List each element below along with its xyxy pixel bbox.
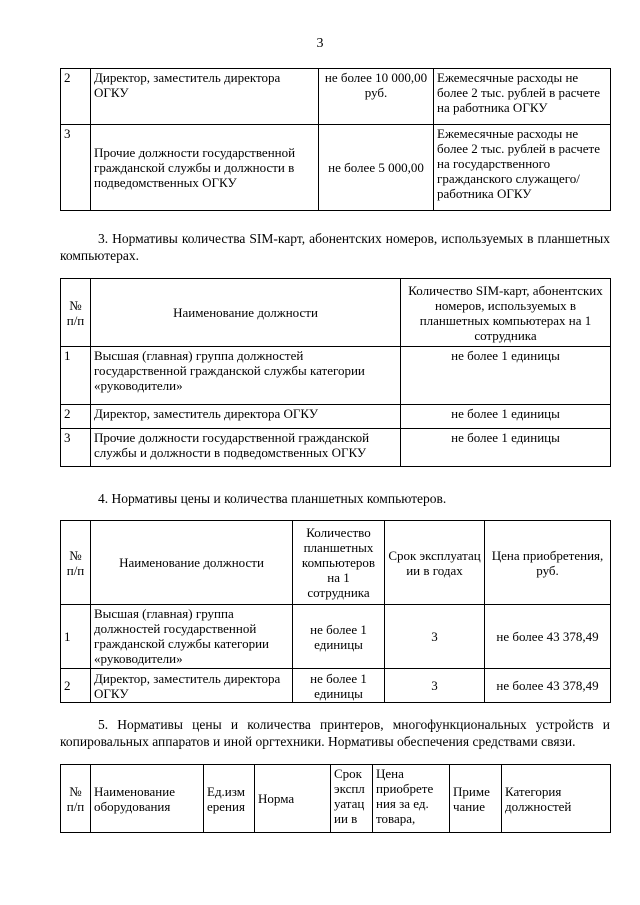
header-position: Наименование должности bbox=[91, 279, 401, 347]
header-equipment: Наименование оборудования bbox=[91, 765, 204, 833]
row-number: 3 bbox=[61, 125, 91, 211]
section-4-title: 4. Нормативы цены и количества планшетных компьютеров. bbox=[98, 491, 447, 506]
table-tablets bbox=[60, 520, 611, 703]
limit-cell: не более 5 000,00 bbox=[319, 125, 434, 211]
header-number: № п/п bbox=[61, 765, 91, 833]
row-number: 1 bbox=[61, 605, 91, 669]
quantity-cell: не более 1 единицы bbox=[401, 405, 611, 429]
note-cell: Ежемесячные расходы не более 2 тыс. рублей в расчете на работника ОГКУ bbox=[434, 69, 611, 125]
header-price: Цена приобретения, руб. bbox=[485, 521, 611, 605]
row-number: 2 bbox=[61, 405, 91, 429]
quantity-cell: не более 1 единицы bbox=[401, 429, 611, 467]
price-cell: не более 43 378,49 bbox=[485, 669, 611, 703]
term-cell: 3 bbox=[385, 669, 485, 703]
table-header-row bbox=[61, 279, 611, 347]
header-price: Цена приобрете ния за ед. товара, bbox=[373, 765, 450, 833]
position-cell: Высшая (главная) группа должностей государственной гражданской службы категории «руководители» bbox=[91, 347, 401, 405]
note-cell: Ежемесячные расходы не более 2 тыс. рублей в расчете на государственного гражданского служащего/ работника ОГКУ bbox=[434, 125, 611, 211]
table-header-row bbox=[61, 521, 611, 605]
row-number: 2 bbox=[61, 669, 91, 703]
position-cell: Директор, заместитель директора ОГКУ bbox=[91, 69, 319, 125]
row-number: 3 bbox=[61, 429, 91, 467]
row-number: 1 bbox=[61, 347, 91, 405]
position-cell: Прочие должности государственной гражданской службы и должности в подведомственных ОГКУ bbox=[91, 429, 401, 467]
quantity-cell: не более 1 единицы bbox=[293, 669, 385, 703]
table-row bbox=[61, 69, 611, 125]
table-row bbox=[61, 405, 611, 429]
section-3-title: 3. Нормативы количества SIM-карт, абонентских номеров, используемых в планшетных компьютерах. bbox=[60, 231, 610, 263]
header-term: Срок экспл уатац ии в bbox=[331, 765, 373, 833]
header-category: Категория должностей bbox=[502, 765, 611, 833]
table-row bbox=[61, 605, 611, 669]
position-cell: Директор, заместитель директора ОГКУ bbox=[91, 405, 401, 429]
header-norm: Норма bbox=[255, 765, 331, 833]
table-row bbox=[61, 669, 611, 703]
limit-cell: не более 10 000,00 руб. bbox=[319, 69, 434, 125]
quantity-cell: не более 1 единицы bbox=[293, 605, 385, 669]
position-cell: Прочие должности государственной гражданской службы и должности в подведомственных ОГКУ bbox=[91, 125, 319, 211]
table-header-row bbox=[61, 765, 611, 833]
header-quantity: Количество SIM-карт, абонентских номеров, используемых в планшетных компьютерах на 1 сотрудника bbox=[401, 279, 611, 347]
table-sim-cards bbox=[60, 278, 611, 467]
position-cell: Высшая (главная) группа должностей государственной гражданской службы категории «руководители» bbox=[91, 605, 293, 669]
header-unit: Ед.изм ерения bbox=[204, 765, 255, 833]
header-quantity: Количество планшетных компьютеров на 1 сотрудника bbox=[293, 521, 385, 605]
position-cell: Директор, заместитель директора ОГКУ bbox=[91, 669, 293, 703]
table-office-equipment bbox=[60, 764, 611, 833]
header-number: № п/п bbox=[61, 279, 91, 347]
header-term: Срок эксплуатац ии в годах bbox=[385, 521, 485, 605]
row-number: 2 bbox=[61, 69, 91, 125]
term-cell: 3 bbox=[385, 605, 485, 669]
price-cell: не более 43 378,49 bbox=[485, 605, 611, 669]
table-communication-costs bbox=[60, 68, 611, 211]
table-row bbox=[61, 347, 611, 405]
header-number: № п/п bbox=[61, 521, 91, 605]
header-note: Приме чание bbox=[450, 765, 502, 833]
section-5-title: 5. Нормативы цены и количества принтеров, многофункциональных устройств и копировальных аппаратов и иной оргтехники. Нормативы обеспечения средствами связи. bbox=[60, 717, 610, 749]
page-number: 3 bbox=[316, 36, 324, 51]
table-row bbox=[61, 429, 611, 467]
header-position: Наименование должности bbox=[91, 521, 293, 605]
quantity-cell: не более 1 единицы bbox=[401, 347, 611, 405]
table-row bbox=[61, 125, 611, 211]
